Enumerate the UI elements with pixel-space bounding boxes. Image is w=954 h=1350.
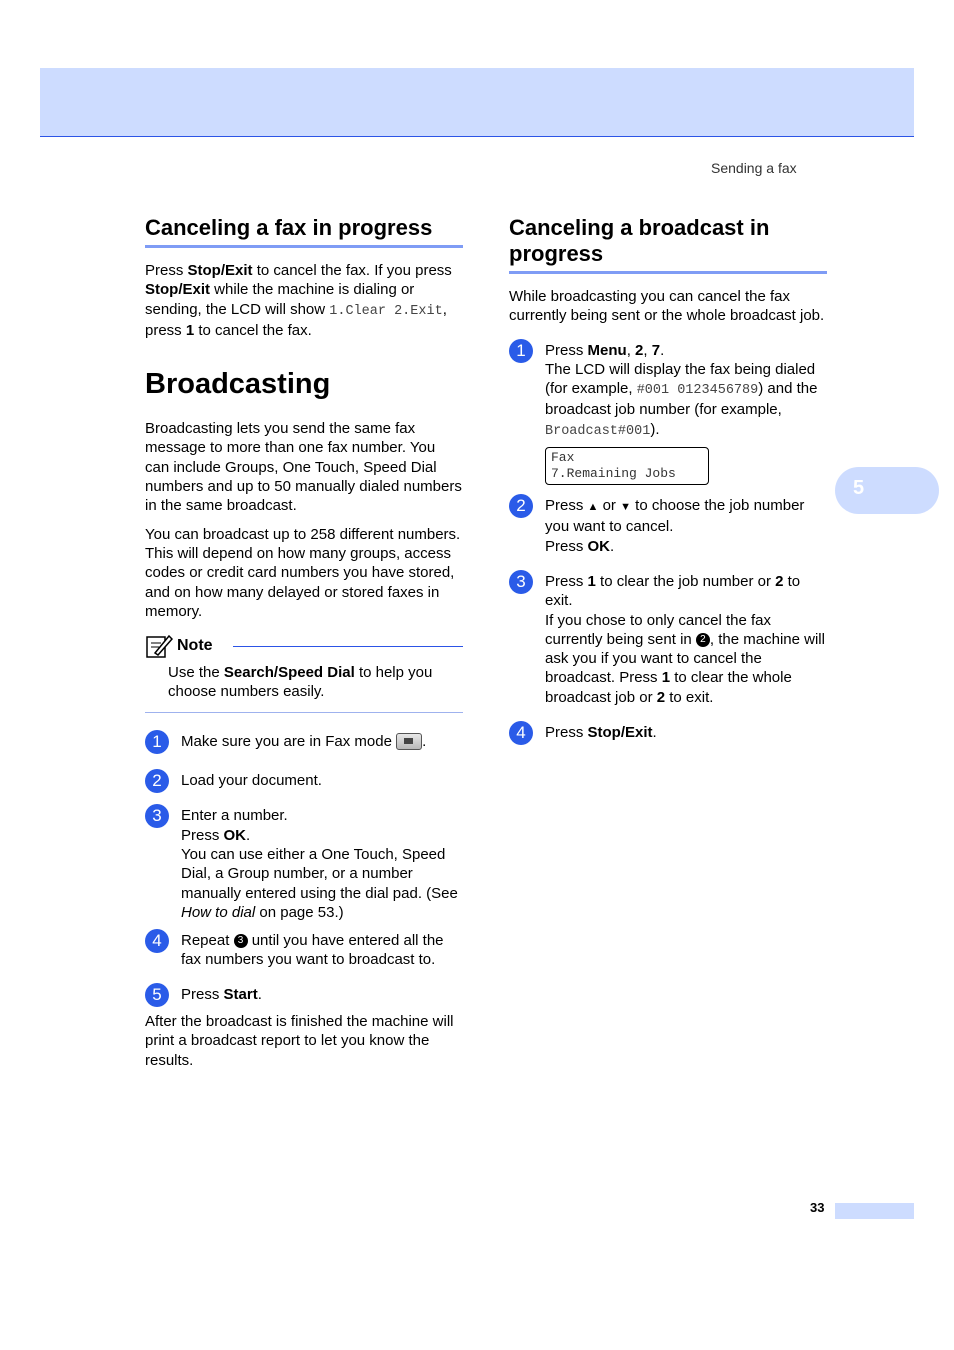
cancel-step-1: 1 Press Menu, 2, 7. The LCD will display the fax being dialed (for example, #001 0123456789) and the broadcast job number (for example, Broadcast#001). Fax 7.Remaining Jobs [509, 341, 827, 485]
broadcast-step-4: 4 Repeat 3 until you have entered all the fax numbers you want to broadcast to. [145, 931, 463, 970]
broadcast-closing-paragraph: After the broadcast is finished the machine will print a broadcast report to let you know the results. [145, 1013, 454, 1069]
step-number: 1 [509, 339, 533, 363]
left-column [145, 215, 463, 1070]
cancel-broadcast-intro: While broadcasting you can cancel the fax currently being sent or the whole broadcast job. [509, 288, 825, 325]
cancel-fax-paragraph: Press Stop/Exit to cancel the fax. If you press Stop/Exit while the machine is dialing or sending, the LCD will show 1.Clear 2.Exit, press 1 to cancel the fax. [145, 262, 452, 339]
footer-bar [835, 1203, 914, 1219]
step-reference-icon: 2 [696, 633, 710, 647]
down-arrow-icon: ▼ [620, 501, 631, 514]
step-number: 2 [145, 769, 169, 793]
step-number: 5 [145, 983, 169, 1007]
broadcast-step-5: 5 Press Start. [145, 985, 463, 1004]
broadcast-step-3: 3 Enter a number. Press OK. You can use either a One Touch, Speed Dial, a Group number, or a number manually entered using the dial pad. (See How to dial on page 53.) [145, 806, 463, 922]
cancel-broadcast-heading: Canceling a broadcast in progress [509, 215, 827, 274]
broadcasting-heading: Broadcasting [145, 368, 331, 401]
step-number: 4 [509, 721, 533, 745]
step-number: 1 [145, 730, 169, 754]
step-number: 3 [145, 804, 169, 828]
broadcasting-paragraph-2: You can broadcast up to 258 different numbers. This will depend on how many groups, access codes or credit card numbers you have stored, and on how many delayed or stored faxes in memory. [145, 525, 461, 620]
right-column [509, 215, 827, 742]
lcd-line-2: 7.Remaining Jobs [551, 466, 676, 482]
broadcast-step-1: 1 Make sure you are in Fax mode . [145, 732, 463, 751]
cancel-fax-heading: Canceling a fax in progress [145, 215, 463, 248]
chapter-tab [835, 467, 939, 514]
header-band [40, 68, 914, 137]
up-arrow-icon: ▲ [587, 501, 599, 514]
page-number: 33 [810, 1200, 825, 1215]
cancel-step-2: 2 Press ▲ or ▼ to choose the job number you want to cancel. Press OK. [509, 496, 827, 556]
lcd-example-number: #001 0123456789 [636, 383, 759, 399]
cancel-step-4: 4 Press Stop/Exit. [509, 723, 827, 742]
lcd-example-broadcast: Broadcast#001 [545, 423, 651, 439]
broadcast-step-2: 2 Load your document. [145, 771, 463, 790]
note-text: Use the Search/Speed Dial to help you choose numbers easily. [168, 664, 433, 701]
lcd-line-1: Fax [551, 450, 575, 466]
lcd-message: 1.Clear 2.Exit [329, 303, 443, 319]
note-pencil-icon [145, 633, 173, 659]
fax-mode-icon [396, 733, 422, 750]
note-title: Note [177, 637, 213, 655]
step-number: 2 [509, 494, 533, 518]
running-head: Sending a fax [711, 160, 797, 176]
step-number: 4 [145, 929, 169, 953]
broadcasting-paragraph-1: Broadcasting lets you send the same fax message to more than one fax number. You can include Groups, One Touch, Speed Dial numbers and up to 50 manually dialed numbers in the same broadcast. [145, 420, 462, 515]
lcd-display [545, 447, 709, 485]
step-reference-icon: 3 [234, 934, 248, 948]
step-number: 3 [509, 570, 533, 594]
chapter-number: 5 [853, 477, 865, 499]
note-box [145, 631, 463, 713]
cancel-step-3: 3 Press 1 to clear the job number or 2 to exit. If you chose to only cancel the fax currently being sent in 2 , the machine will ask you if you want to cancel the broadcast. Press 1 to clear the whole broadcast job or 2 to exit. [509, 572, 827, 707]
